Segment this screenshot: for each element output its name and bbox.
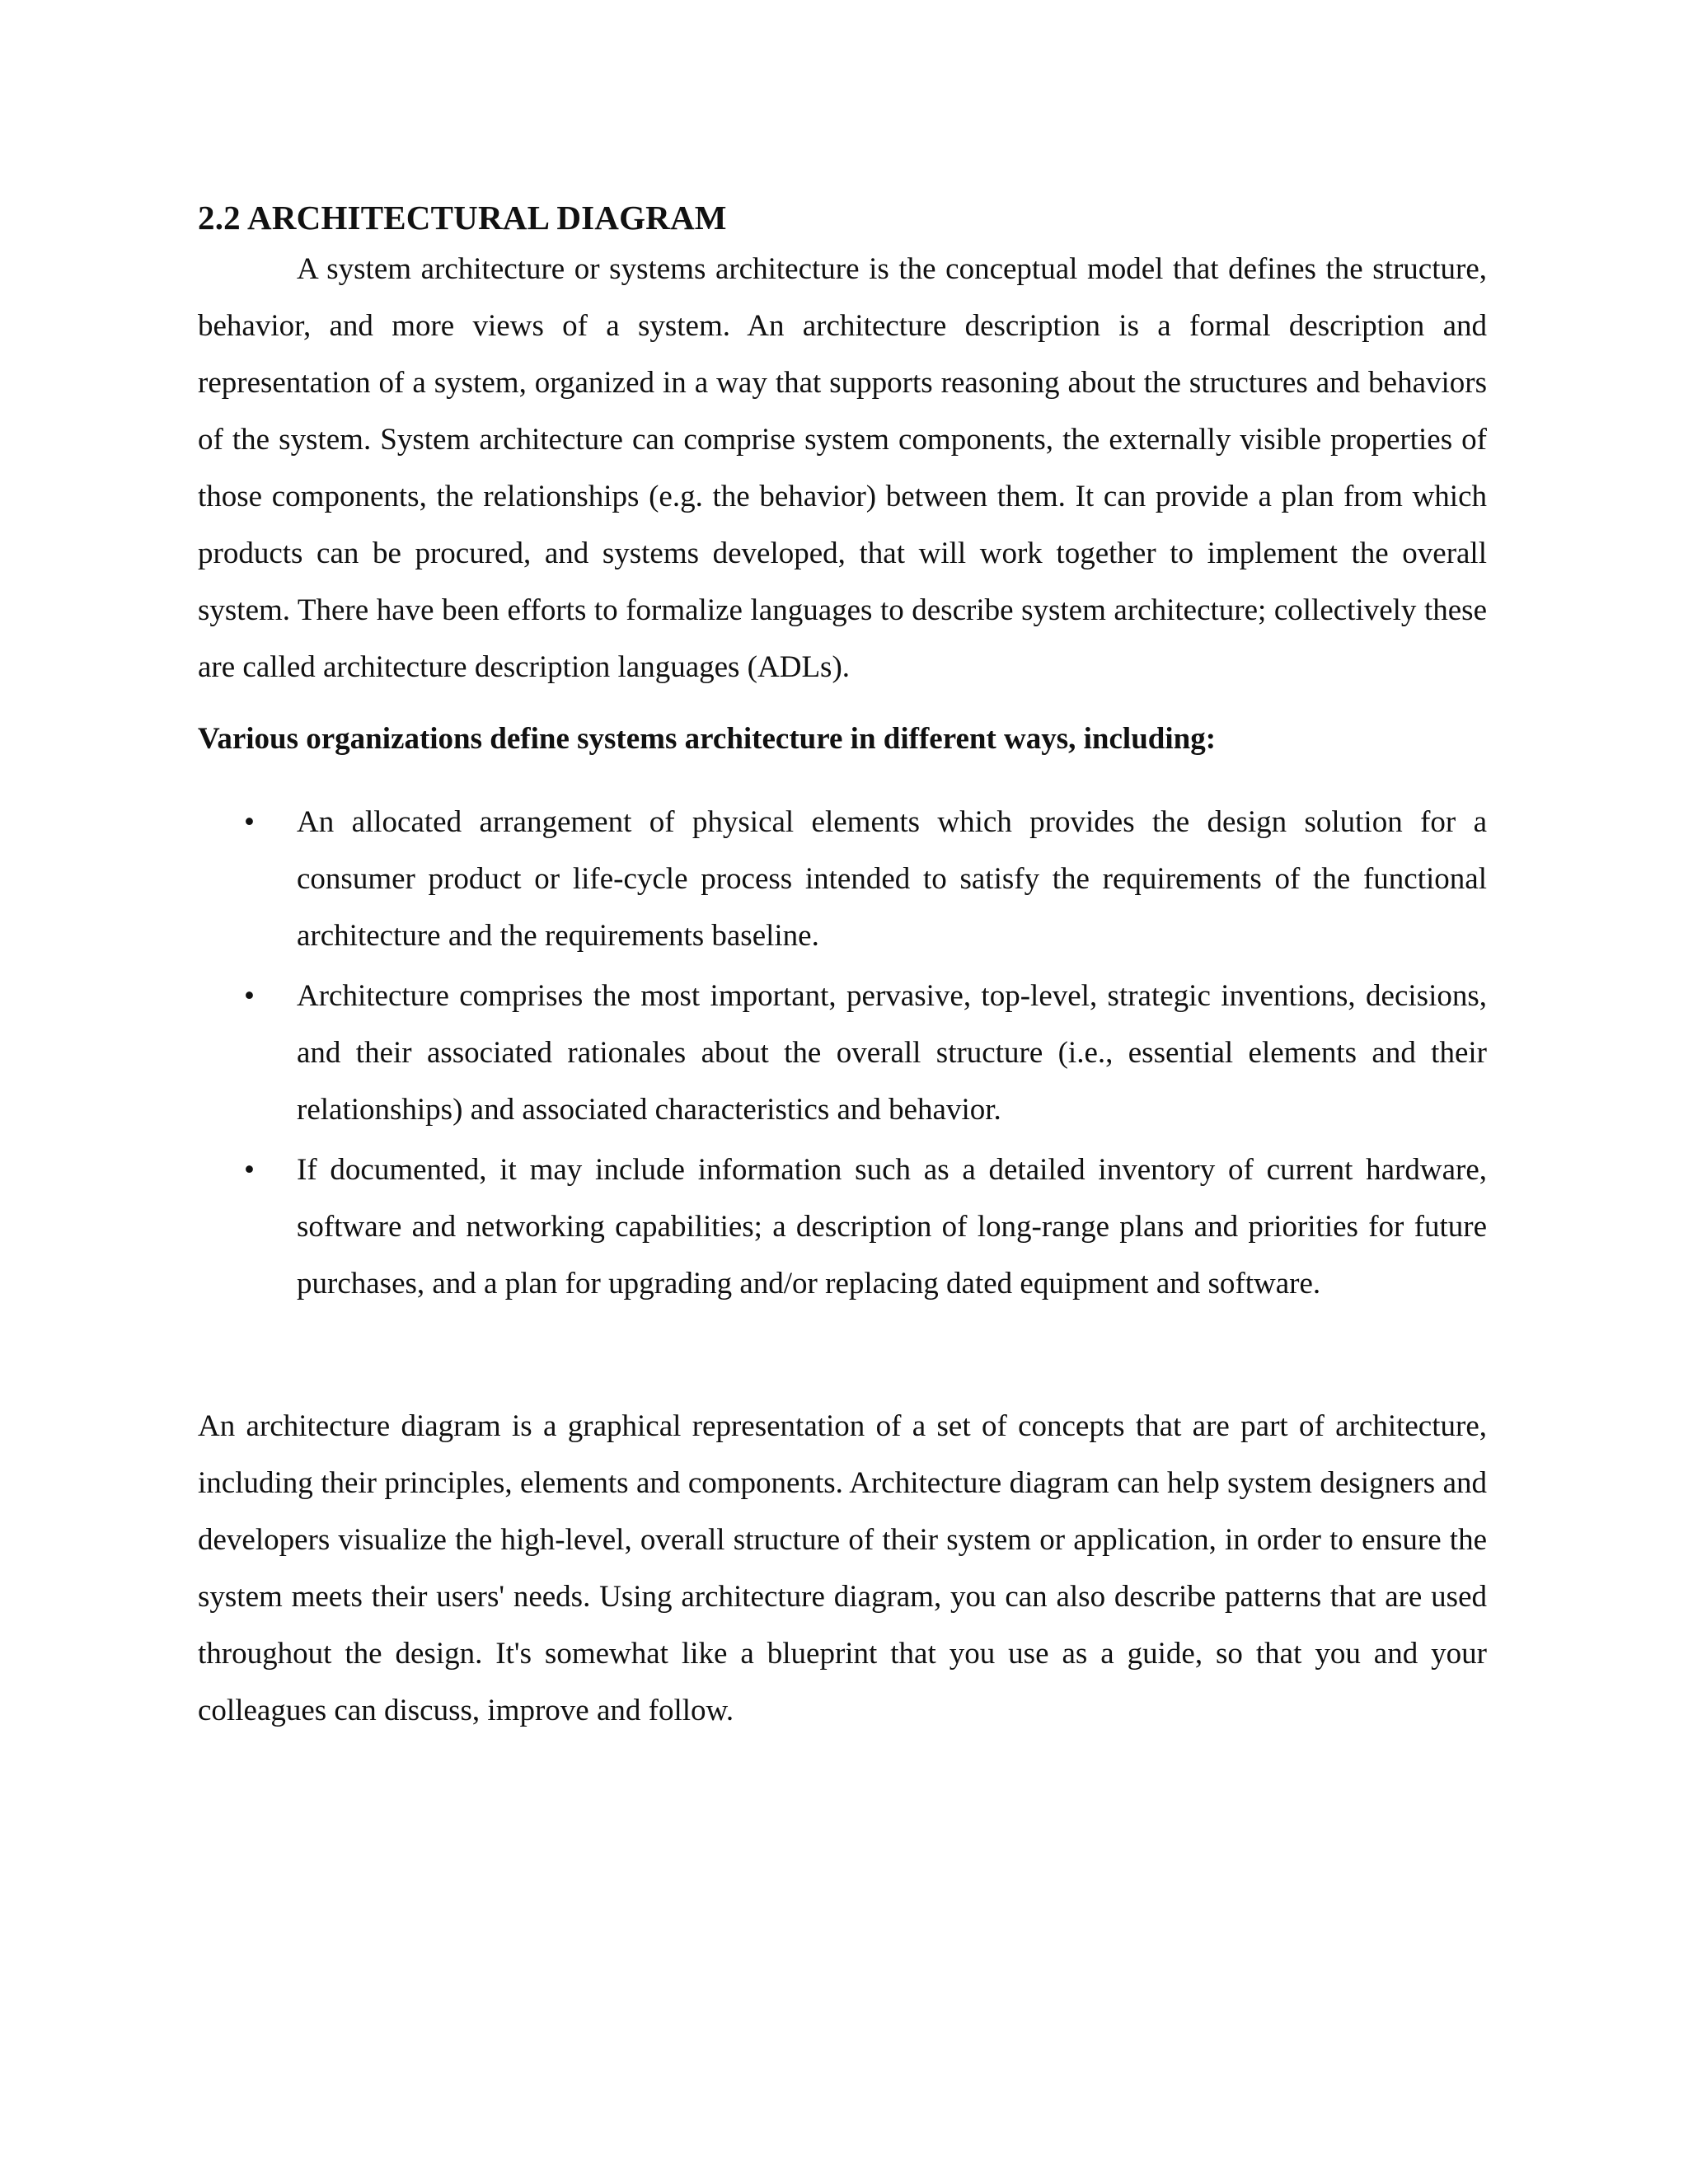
intro-paragraph: A system architecture or systems architecture is the conceptual model that defines the structure, behavior, and more views of a system. An architecture description is a formal description and representation of a system, organized in a way that supports reasoning about the structures and behaviors of the system. System architecture can comprise system components, the externally visible properties of those components, the relationships (e.g. the behavior) between them. It can provide a plan from which products can be procured, and systems developed, that will work together to implement the overall system. There have been efforts to formalize languages to describe system architecture; collectively these are called architecture description languages (ADLs).	[198, 252, 1487, 684]
bullet-icon: •	[244, 805, 255, 839]
list-item	[198, 794, 1487, 964]
section-heading: 2.2 ARCHITECTURAL DIAGRAM	[198, 199, 727, 237]
bullet-icon: •	[244, 979, 255, 1013]
list-item	[198, 1141, 1487, 1312]
list-item-text: If documented, it may include information such as a detailed inventory of current hardware, software and networking capabilities; a description of long-range plans and priorities for future purchases, and a plan for upgrading and/or replacing dated equipment and software.	[297, 1153, 1487, 1301]
closing-paragraph: An architecture diagram is a graphical representation of a set of concepts that are part of architecture, including their principles, elements and components. Architecture diagram can help system designers and developers visualize the high-level, overall structure of their system or application, in order to ensure the system meets their users' needs. Using architecture diagram, you can also describe patterns that are used throughout the design. It's somewhat like a blueprint that you use as a guide, so that you and your colleagues can discuss, improve and follow.	[198, 1409, 1487, 1727]
definitions-subheading: Various organizations define systems architecture in different ways, including:	[198, 722, 1217, 756]
list-item	[198, 968, 1487, 1138]
list-item-text: An allocated arrangement of physical elements which provides the design solution for a consumer product or life-cycle process intended to satisfy the requirements of the functional architecture and the requirements baseline.	[297, 805, 1487, 953]
document-page	[198, 194, 1487, 1739]
definitions-list	[198, 794, 1487, 1312]
list-item-text: Architecture comprises the most important, pervasive, top-level, strategic inventions, decisions, and their associated rationales about the overall structure (i.e., essential elements and their relationships) and associated characteristics and behavior.	[297, 979, 1487, 1127]
bullet-icon: •	[244, 1153, 255, 1187]
